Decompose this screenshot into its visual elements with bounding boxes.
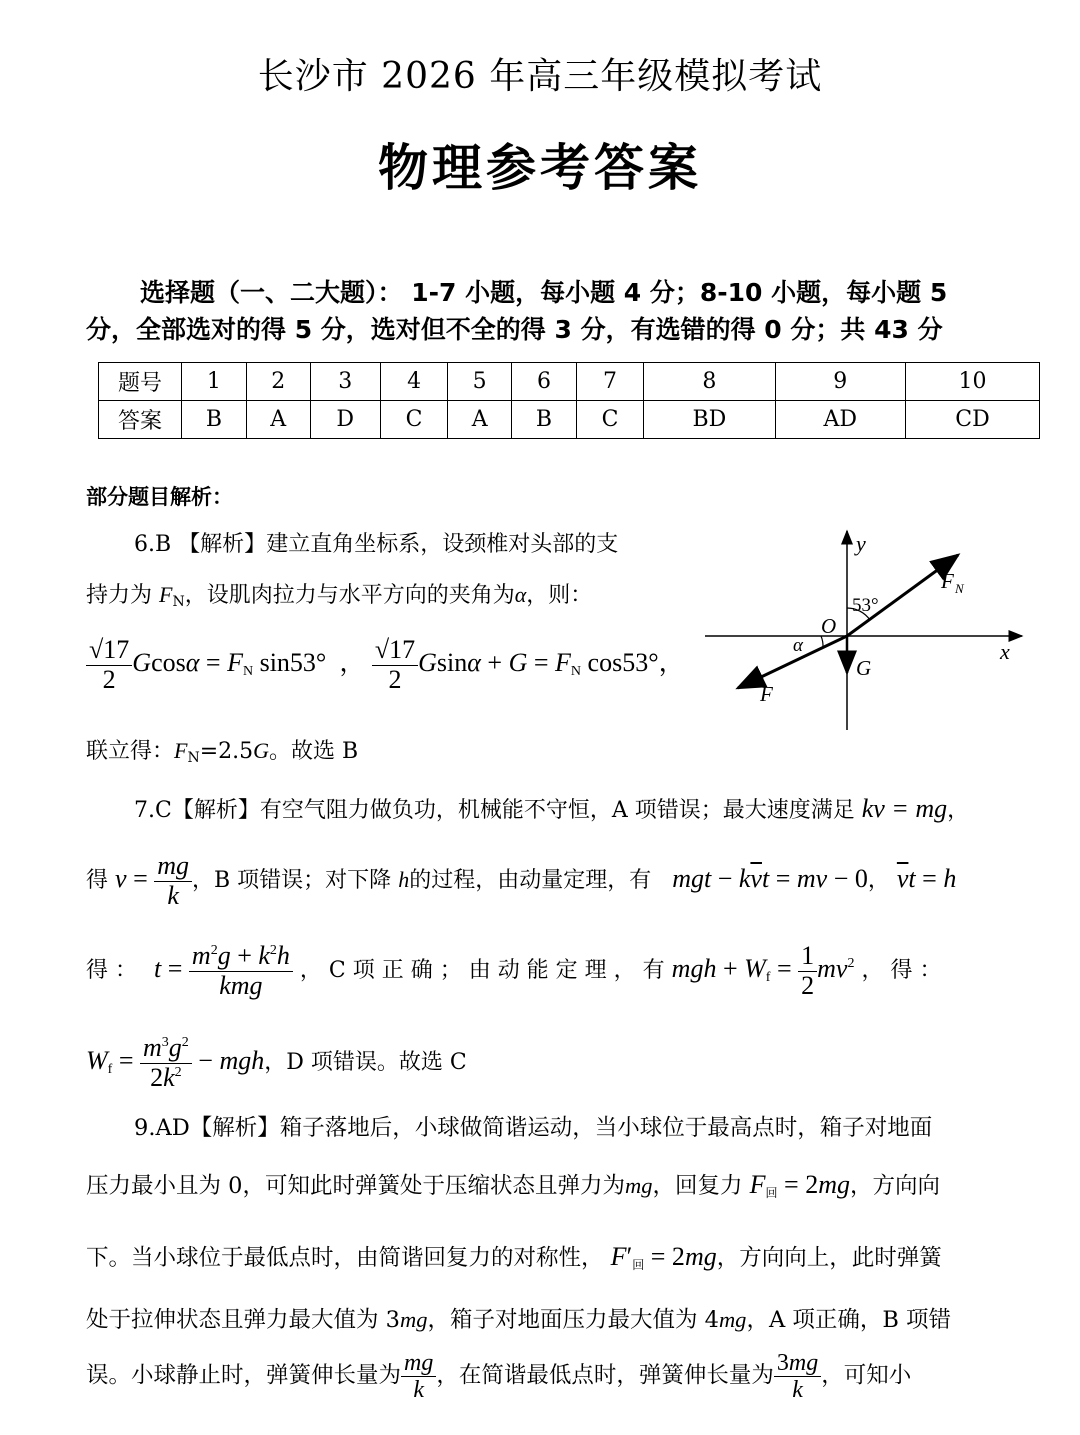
- q6-result-val: =2.5: [199, 739, 254, 764]
- q7-eq-kv: kv = mg: [861, 794, 948, 823]
- q6-text: 建立直角坐标系，设颈椎对头部的支: [266, 532, 619, 557]
- q9-line-3: 下。当小球位于最低点时，由简谐回复力的对称性， $F'_回 = 2mg$，方向向上，此时弹簧: [86, 1242, 942, 1272]
- q6-l2-c: ，则：: [526, 583, 593, 608]
- question-number: 1: [182, 363, 247, 401]
- q9-l4-c: ，A 项正确，B 项错: [746, 1307, 952, 1333]
- q7-l3-a: 得 ：: [86, 958, 137, 984]
- question-number: 3: [310, 363, 380, 401]
- intro-line-2: 分，全部选对的得 5 分，选对但不全的得 3 分，有选错的得 0 分；共 43 分: [86, 315, 943, 344]
- q7-l3-c: ， 得 ：: [861, 958, 942, 984]
- q6-result-f: F: [174, 738, 188, 763]
- page-title: 物理参考答案: [378, 139, 702, 197]
- q6-result-sub: N: [187, 750, 200, 766]
- question-number: 2: [246, 363, 310, 401]
- y-label: y: [856, 531, 866, 556]
- q7-l2-c: 的过程，由动量定理，有: [409, 868, 652, 894]
- answer-cell: B: [512, 401, 577, 439]
- row-label-answer: 答案: [99, 401, 182, 439]
- q9-l4-a: 处于拉伸状态且弹力最大值为 3: [86, 1307, 400, 1333]
- question-number: 7: [576, 363, 643, 401]
- answer-row: [99, 401, 1040, 439]
- answer-cell: D: [310, 401, 380, 439]
- q6-result-tail: 。故选 B: [269, 739, 359, 764]
- answer-cell: AD: [775, 401, 905, 439]
- alpha-label: α: [793, 635, 803, 656]
- answer-cell: A: [448, 401, 512, 439]
- q6-l2-a: 持力为: [86, 583, 159, 608]
- q9-l5-c: ，可知小: [821, 1362, 912, 1389]
- answer-cell: B: [182, 401, 247, 439]
- q7-line-3: 得 ： t = $\frac{m^2g + k^2h}{\text{kmg}}$ ， C 项 正 确 ； 由 动 能 定 理 ， 有 mgh + $W_f$ = $\frac{1}{2}$ $mv^2$ ， 得 ：: [86, 941, 942, 1000]
- answer-cell: C: [576, 401, 643, 439]
- q9-l5-a: 误。小球静止时，弹簧伸长量为: [86, 1362, 402, 1389]
- question-number: 10: [905, 363, 1039, 401]
- q9-l2-a: 压力最小且为 0，可知此时弹簧处于压缩状态且弹力为: [86, 1173, 625, 1199]
- q9-l2-c: ，方向向: [850, 1173, 941, 1199]
- intro-line-1: 选择题（一、二大题）： 1-7 小题，每小题 4 分；8-10 小题，每小题 5: [140, 278, 948, 307]
- answer-table: [98, 362, 1040, 439]
- row-label-question: 题号: [99, 363, 182, 401]
- q7-line-1: 7.C【解析】有空气阻力做负功，机械能不守恒，A 项错误；最大速度满足 kv = mg，: [134, 794, 970, 823]
- q7-line-2: 得 v = $\frac{mg}{k}$ ，B 项错误；对下降 h的过程，由动量定理，有 mgt − $k\overline{v}t$ = mv − 0， $\overline{v}t = h$: [86, 851, 957, 910]
- q7-l3-b: ， C 项 正 确 ； 由 动 能 定 理 ， 有: [299, 958, 665, 984]
- q9-line-2: 压力最小且为 0，可知此时弹簧处于压缩状态且弹力为mg，回复力 $F_回 = 2mg$，方向向: [86, 1170, 941, 1200]
- g-label: G: [856, 656, 872, 680]
- q6-tag: 【解析】: [178, 532, 267, 557]
- q6-l2-b: ，设肌肉拉力与水平方向的夹角为: [184, 583, 515, 608]
- f-label: F: [760, 682, 773, 706]
- angle-53-label: 53°: [852, 595, 879, 616]
- q6-result: [86, 734, 358, 766]
- answer-cell: A: [246, 401, 310, 439]
- q7-l2-h: h: [398, 867, 410, 893]
- q7-l2-b: ，B 项错误；对下降: [192, 868, 392, 894]
- q7-l4-tail: ，D 项错误。故选 C: [264, 1050, 467, 1076]
- question-number: 4: [380, 363, 447, 401]
- question-number: 8: [644, 363, 775, 401]
- q9-l3-a: 下。当小球位于最低点时，由简谐回复力的对称性，: [86, 1245, 604, 1271]
- analysis-heading: 部分题目解析：: [86, 485, 233, 509]
- fn-sub-label: N: [955, 581, 964, 596]
- q9-l2-b: ，回复力: [652, 1173, 743, 1199]
- q7-text: 【解析】有空气阻力做负功，机械能不守恒，A 项错误；最大速度满足: [171, 798, 855, 823]
- q9-line-5: 误。小球静止时，弹簧伸长量为 $\frac{mg}{k}$ ，在简谐最低点时，弹簧伸长量为 $\frac{3mg}{k}$ ，可知小: [86, 1350, 912, 1404]
- q7-number: 7.C: [134, 798, 172, 823]
- q9-l3-b: ，方向向上，此时弹簧: [716, 1245, 942, 1271]
- question-number: 5: [448, 363, 512, 401]
- answer-cell: BD: [644, 401, 775, 439]
- q9-l5-b: ，在简谐最低点时，弹簧伸长量为: [436, 1362, 774, 1389]
- q9-l4-b: ，箱子对地面压力最大值为 4: [427, 1307, 719, 1333]
- question-row: [99, 363, 1040, 401]
- q6-line-1: [134, 527, 618, 558]
- q9-line-1: 9.AD【解析】箱子落地后，小球做简谐运动，当小球位于最高点时，箱子对地面: [134, 1115, 933, 1141]
- q7-l2-a: 得: [86, 868, 109, 894]
- origin-label: O: [821, 614, 837, 638]
- exam-title: 长沙市 2026 年高三年级模拟考试: [257, 56, 823, 97]
- answer-cell: C: [380, 401, 447, 439]
- force-diagram: [700, 525, 1030, 735]
- q6-result-prefix: 联立得：: [86, 739, 175, 764]
- answer-cell: CD: [905, 401, 1039, 439]
- q6-result-g: G: [253, 738, 270, 763]
- x-label: x: [1000, 639, 1010, 664]
- q7-line-4: $W_f$ = $\frac{m^3g^2}{2k^2}$ − mgh，D 项错误。故选 C: [86, 1033, 467, 1092]
- q6-equations: $\frac{√17}{2}$ $Gcos\alpha = F_N$ sin53° ， $\frac{√17}{2}$ $Gsin\alpha + G = F_N$ cos53°，: [86, 636, 685, 694]
- q9-line-4: 处于拉伸状态且弹力最大值为 3mg，箱子对地面压力最大值为 4mg，A 项正确，B 项错: [86, 1307, 952, 1333]
- q6-line-2: 持力为 $F_N$，设肌肉拉力与水平方向的夹角为α，则：: [86, 582, 593, 610]
- fn-label: F: [941, 569, 954, 593]
- question-number: 9: [775, 363, 905, 401]
- q6-number: 6.B: [134, 532, 172, 557]
- question-number: 6: [512, 363, 577, 401]
